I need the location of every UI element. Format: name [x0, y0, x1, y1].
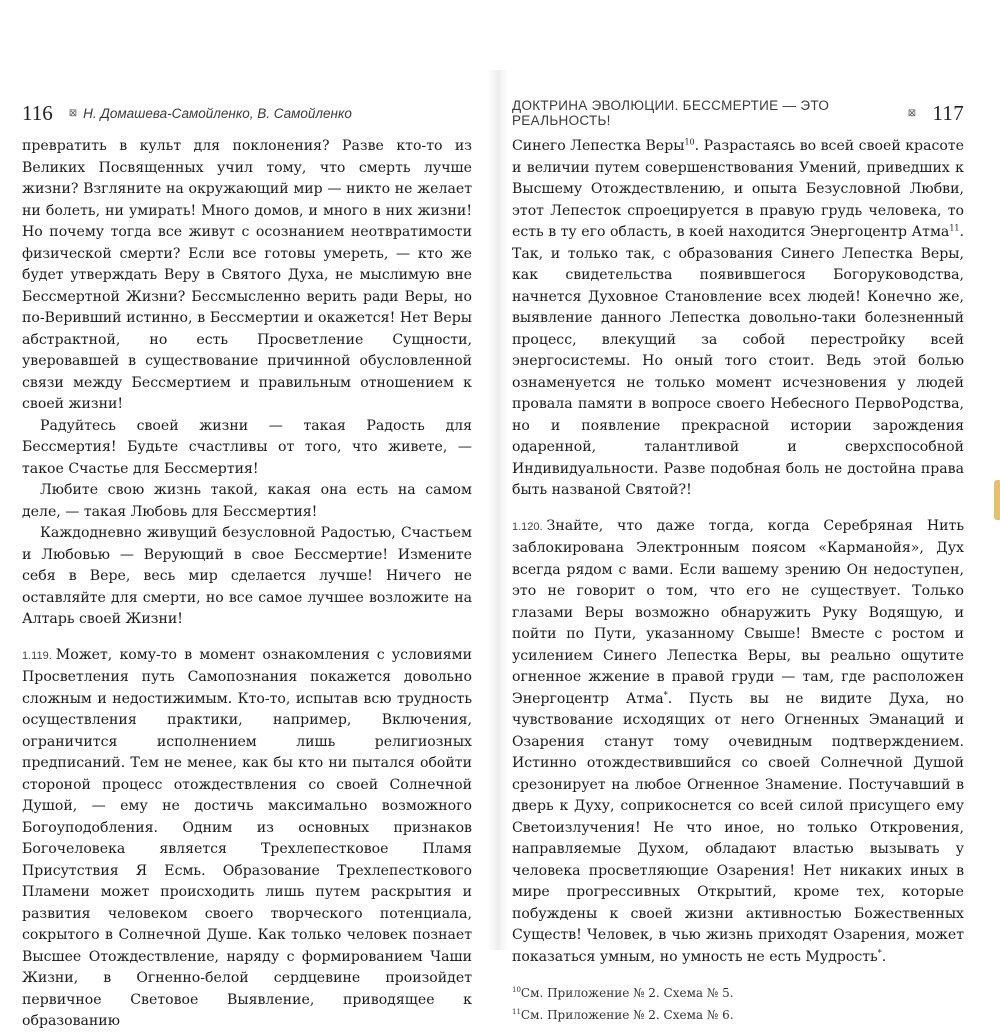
footnote-star: * [663, 689, 668, 699]
left-page-body [22, 136, 472, 1033]
footnote-text: См. Приложение № 2. Схема № 6. [520, 1008, 734, 1022]
paragraph-text: Знайте, что даже тогда, когда Серебряная Нить заблокирована Электронным поясом «Карманойя», Дух всегда рядом с вами. Если вашему зрению Он недоступен, это не говорит о том, что его не существует. Только глазами Веры возможно обнаружить Руку Водящую, и пойти по Пути, указанному Свыше! Вместе с ростом и усилением Синего Лепестка Веры, вы реально ощутите огненное жжение в правой груди — там, где расположен Энергоцентр Атма [512, 517, 964, 707]
numbered-paragraph [512, 516, 964, 969]
paragraph-text: . Пусть вы не видите Духа, но чувствование исходящих от него Огненных Эманаций и Озарения станут тому очевидным подтверждением. Истинно отождествившийся со своей Солнечной Душой срезонирует на любое Огненное Знамение. Постучавший в дверь к Духу, соприкоснется со всей силой присущего ему Светоизлучения! Не что иное, но только Откровения, направляемые Духом, обладают властью вызывать у человека просветляющие Озарения! Нет никаких иных в мире прогрессивных Открытий, кроме тех, которые побуждены к своей жизни активностью Божественных Существ! Человек, в чью жизнь приходят Озарения, может показаться умным, но умность не есть Мудрость [512, 690, 964, 965]
paragraph-text: . Разрастаясь во всей своей красоте и величии путем совершенствования Умений, приведших к Высшему Отождествлению, и опыта Безусловной Любви, этот Лепесток спроецируется в правую грудь человека, то есть в ту его область, в коей находится Энергоцентр Атма [512, 138, 964, 240]
footnote-ref: 10 [684, 137, 695, 147]
footnote-text: См. Приложение № 2. Схема № 5. [520, 986, 734, 1000]
numbered-paragraph [22, 645, 472, 1033]
paragraph: Каждодневно живущий безусловной Радостью, Счастьем и Любовью — Верующий в свое Бессмертие! Измените себя в Вере, весь мир сделается лучше! Ничего не оставляйте для смерти, но все самое лучшее возложите на Алтарь своей Жизни! [22, 525, 472, 627]
paragraph-end: . [881, 948, 887, 965]
right-page-body [512, 136, 964, 1024]
footnote-star: * [877, 947, 882, 957]
footnote [512, 1006, 964, 1024]
left-page-number: 116 [22, 100, 53, 125]
ornament-icon: ⊠ [68, 107, 78, 119]
book-gutter [488, 70, 508, 950]
right-running-head [512, 100, 964, 126]
ornament-icon: ⊠ [907, 107, 917, 119]
paragraph-text: Может, кому-то в момент ознакомления с условиями Просветления путь Самопознания покажется довольно сложным и недостижимым. Кто-то, испытав всю трудность осуществления практики, например, Включения, ограничится исполнением лишь религиозных предписаний. Тем не менее, как бы кто ни пытался обойти стороной процесс отождествления со своей Солнечной Душой, — ему не достичь максимально возможного Богоуподобления. Одним из основных признаков Богочеловека является Трехлепестковое Пламя Присутствия Я Есмь. Образование Трехлепесткового Пламени может происходить лишь путем раскрытия и развития человеком своего творческого потенциала, сокрытого в Солнечной Душе. Как только человек познает Высшее Отождествление, наряду с формированием Чаши Жизни, в Огненно-белой сердцевине произойдет первичное Световое Выявление, приводящее к образованию [22, 646, 472, 1029]
right-page-number: 117 [932, 100, 964, 125]
footnote-ref: 11 [949, 223, 960, 233]
paragraph-number: 1.119. [22, 649, 52, 662]
footnote-number: 11 [512, 1008, 521, 1016]
footnote-number: 10 [512, 986, 521, 994]
paragraph: Радуйтесь своей жизни — такая Радость для Бессмертия! Будьте счастливы от того, что живете, — такое Счастье для Бессмертия! [22, 417, 472, 477]
paragraph: превратить в культ для поклонения? Разве кто-то из Великих Посвященных учил тому, что смерть лучше жизни? Взгляните на окружающий мир — никто не желает ни болеть, ни умирать! Много домов, и много в них жизни! Но почему тогда все живут с осознанием неотвратимости физической смерти? Если все готовы умереть, — кто же будет утверждать Веру в Святого Духа, не мыслимую вне Бессмертной Жизни? Бессмысленно верить ради Веры, но по-Веривший истинно, в Бессмертии и окажется! Нет Веры абстрактной, но есть Просветление Сущности, уверовавшей в существование причинной обусловленной связи между Бессмертием и правильным отношением к своей жизни! [22, 138, 472, 412]
paragraph-number: 1.120. [512, 520, 543, 533]
footnotes [512, 984, 964, 1024]
running-title: ДОКТРИНА ЭВОЛЮЦИИ. БЕССМЕРТИЕ — ЭТО РЕАЛЬНОСТЬ! [512, 98, 830, 128]
paragraph-text: . Так, и только так, с образования Синего Лепестка Веры, как свидетельства появившегося Богоруководства, начнется Духовное Становление всех людей! Конечно же, выявление данного Лепестка довольно-таки болезненный процесс, влекущий за собой перестройку всей энергосистемы. Но оный того стоит. Ведь этой болью ознаменуется не только момент исчезновения у людей провала памяти в вопросе своего Небесного ПервоРодства, но и появление прекрасной истории зарождения одаренной, талантливой и сверхспособной Индивидуальности. Разве подобная боль не достойна права быть названой Святой?! [512, 224, 964, 498]
paragraph: Любите свою жизнь такой, какая она есть на самом деле, — такая Любовь для Бессмертия! [22, 482, 472, 520]
right-page [512, 100, 964, 1028]
bookmark-edge [994, 480, 1000, 520]
left-running-head [22, 100, 472, 126]
author-line: Н. Домашева-Самойленко, В. Самойленко [83, 105, 352, 121]
paragraph [512, 136, 964, 502]
footnote [512, 984, 964, 1002]
left-page [22, 100, 472, 1033]
paragraph-text: Синего Лепестка Веры [512, 138, 685, 154]
